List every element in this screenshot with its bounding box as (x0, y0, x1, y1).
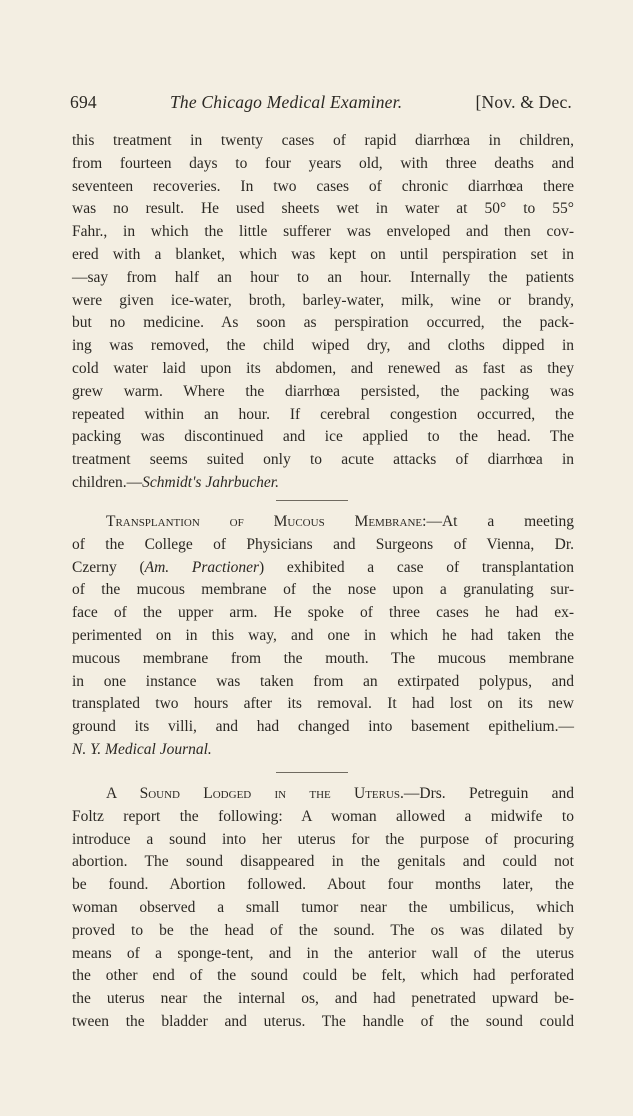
text-fragment: —Drs. Petreguin and (403, 785, 574, 802)
text-fragment: —At a meeting (426, 513, 574, 530)
text-line: ground its villi, and had changed into basement epithelium.— (72, 718, 574, 736)
text-line: in one instance was taken from an extirpated polypus, and (72, 672, 574, 690)
text-line: cold water laid upon its abdomen, and renewed as fast as they (72, 359, 574, 377)
source-citation: Schmidt's Jahrbucher. (142, 473, 279, 491)
text-line-heading (72, 783, 574, 806)
text-line-heading (72, 511, 574, 534)
text-line: of the College of Physicians and Surgeons of Vienna, Dr. (72, 535, 574, 553)
text-fragment: Czerny ( (72, 558, 145, 576)
text-fragment: ) exhibited a case of transplantation (259, 558, 575, 576)
text-line: face of the upper arm. He spoke of three cases he had ex- (72, 604, 574, 622)
section-heading: A Sound Lodged in the Uterus. (106, 785, 404, 802)
text-line: the other end of the sound could be felt, which had perforated (72, 967, 574, 985)
text-line: be found. Abortion followed. About four months later, the (72, 876, 574, 894)
text-line (72, 557, 574, 580)
text-line: mucous membrane from the mouth. The mucous membrane (72, 649, 574, 667)
text-line: abortion. The sound disappeared in the genitals and could not (72, 853, 574, 871)
paragraph-mucous-membrane (72, 511, 574, 762)
text-line: perimented on in this way, and one in which he had taken the (72, 626, 574, 644)
text-line: Foltz report the following: A woman allowed a midwife to (72, 807, 574, 825)
text-line: packing was discontinued and ice applied to the head. The (72, 428, 574, 446)
journal-title: The Chicago Medical Examiner. (170, 92, 403, 112)
section-divider (276, 500, 348, 501)
text-line: woman observed a small tumor near the umbilicus, which (72, 898, 574, 916)
paragraph-diarrhoea-treatment (72, 130, 574, 495)
text-line: Fahr., in which the little sufferer was enveloped and then cov- (72, 223, 574, 241)
text-line: but no medicine. As soon as perspiration occurred, the pack- (72, 314, 574, 332)
text-line: —say from half an hour to an hour. Internally the patients (72, 268, 574, 286)
paragraph-sound-in-uterus (72, 783, 574, 1034)
running-header (70, 92, 572, 116)
text-line: treatment seems suited only to acute attacks of diarrhœa in (72, 451, 574, 469)
page-number: 694 (70, 92, 97, 112)
text-line: from fourteen days to four years old, with three deaths and (72, 154, 574, 172)
text-line: seventeen recoveries. In two cases of chronic diarrhœa there (72, 177, 574, 195)
text-line: of the mucous membrane of the nose upon a granulating sur- (72, 581, 574, 599)
source-citation: N. Y. Medical Journal. (72, 740, 212, 758)
text-line: proved to be the head of the sound. The os was dilated by (72, 921, 574, 939)
text-fragment: children.— (72, 473, 143, 491)
text-line: tween the bladder and uterus. The handle of the sound could (72, 1012, 574, 1030)
text-line: was no result. He used sheets wet in water at 50° to 55° (72, 200, 574, 218)
text-line: ing was removed, the child wiped dry, and cloths dipped in (72, 337, 574, 355)
issue-date: [Nov. & Dec. (475, 92, 572, 112)
section-heading: Transplantion of Mucous Membrane: (106, 513, 427, 530)
source-citation: Am. Practioner (144, 558, 260, 576)
section-divider (276, 772, 348, 773)
text-line: introduce a sound into her uterus for the purpose of procuring (72, 830, 574, 848)
text-line: this treatment in twenty cases of rapid diarrhœa in children, (72, 132, 574, 149)
text-line: ered with a blanket, which was kept on until perspiration set in (72, 245, 574, 263)
text-line: were given ice-water, broth, barley-water, milk, wine or brandy, (72, 291, 574, 309)
text-line: repeated within an hour. If cerebral congestion occurred, the (72, 405, 574, 423)
text-line: the uterus near the internal os, and had penetrated upward be- (72, 990, 574, 1008)
text-line-source (72, 472, 574, 495)
text-line: transplated two hours after its removal. It had lost on its new (72, 695, 574, 713)
text-line: means of a sponge-tent, and in the anterior wall of the uterus (72, 944, 574, 962)
text-line: grew warm. Where the diarrhœa persisted, the packing was (72, 382, 574, 400)
